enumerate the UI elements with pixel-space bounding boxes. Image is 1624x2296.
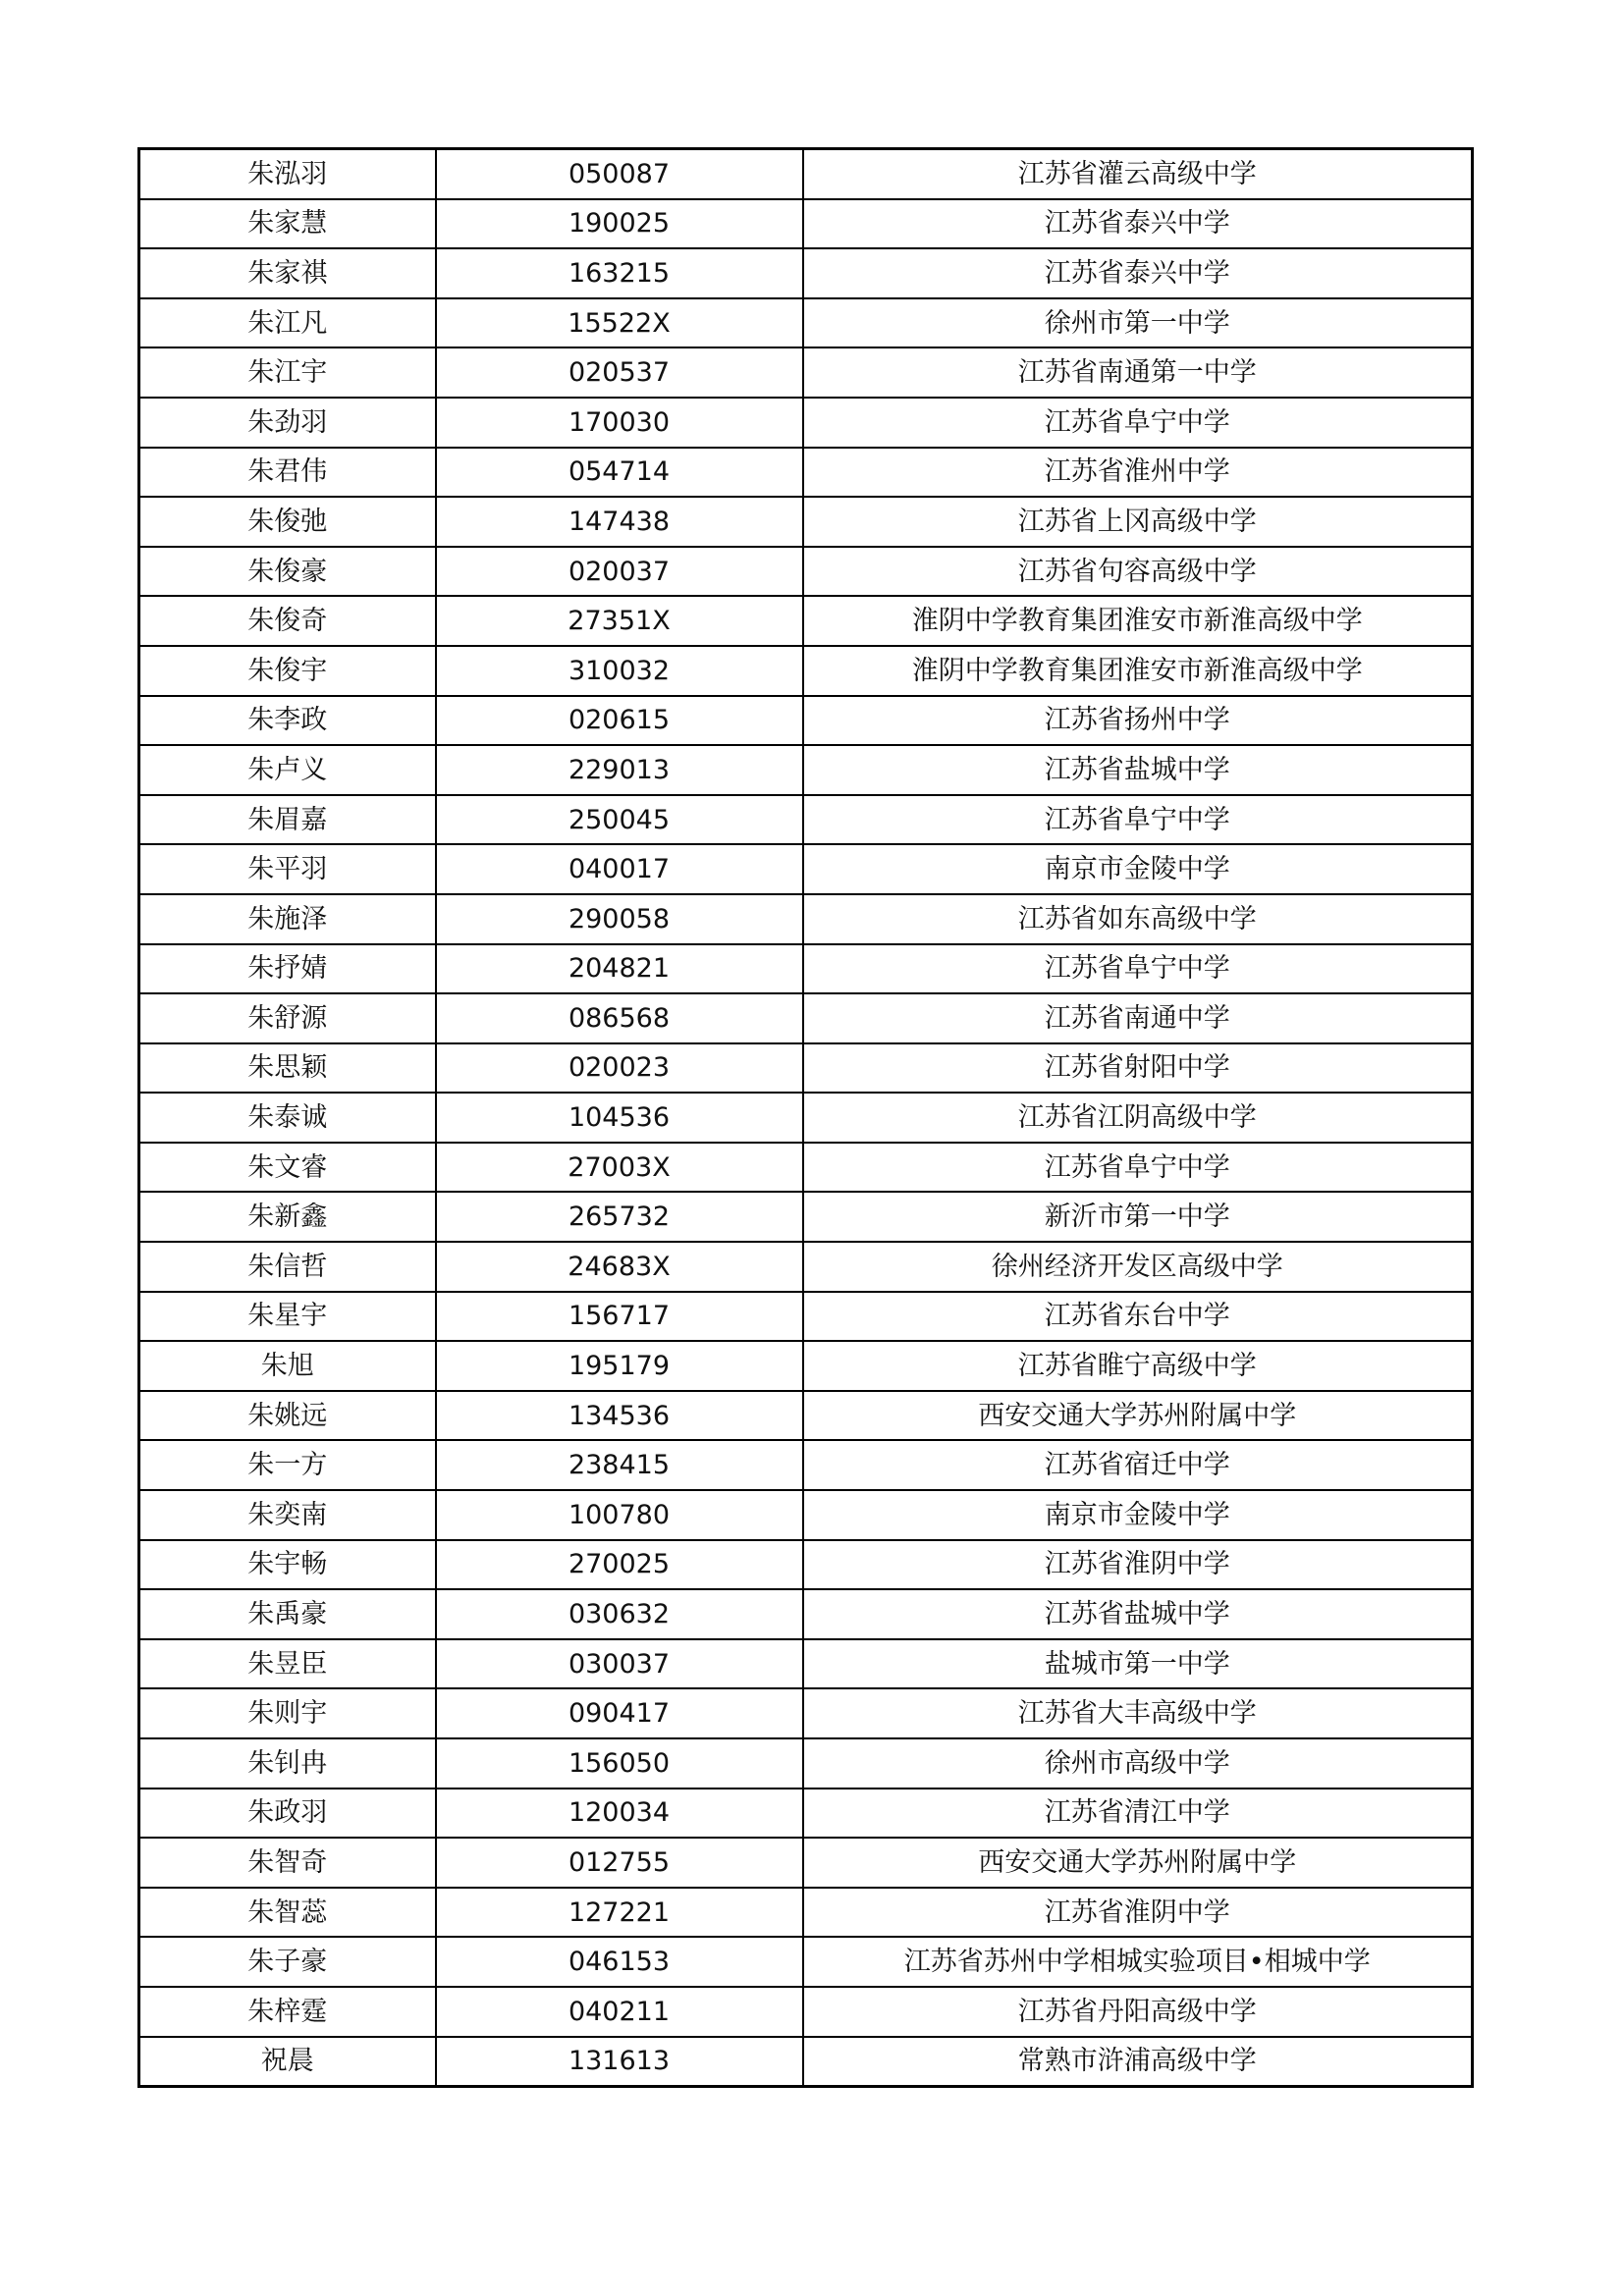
- student-id-cell: 104536: [436, 1093, 803, 1143]
- table-row: [139, 1987, 1473, 2037]
- school-name-cell: 江苏省扬州中学: [803, 696, 1473, 746]
- student-name-cell: 朱奕南: [139, 1490, 436, 1540]
- student-name-cell: 朱李政: [139, 696, 436, 746]
- table-row: [139, 1093, 1473, 1143]
- school-name-cell: 江苏省睢宁高级中学: [803, 1341, 1473, 1391]
- school-name-cell: 江苏省苏州中学相城实验项目•相城中学: [803, 1937, 1473, 1987]
- student-id-cell: 046153: [436, 1937, 803, 1987]
- school-name-cell: 南京市金陵中学: [803, 844, 1473, 894]
- student-id-cell: 190025: [436, 199, 803, 249]
- student-name-cell: 朱俊奇: [139, 596, 436, 646]
- table-row: [139, 1639, 1473, 1689]
- table-row: [139, 1192, 1473, 1242]
- student-name-cell: 朱昱臣: [139, 1639, 436, 1689]
- student-name-cell: 朱政羽: [139, 1789, 436, 1839]
- student-id-cell: 24683X: [436, 1242, 803, 1292]
- student-name-cell: 朱文睿: [139, 1143, 436, 1193]
- table-row: [139, 149, 1473, 199]
- student-id-cell: 156717: [436, 1292, 803, 1342]
- student-id-cell: 131613: [436, 2037, 803, 2087]
- student-name-cell: 朱星宇: [139, 1292, 436, 1342]
- school-name-cell: 徐州市第一中学: [803, 298, 1473, 348]
- student-name-cell: 朱平羽: [139, 844, 436, 894]
- roster-body: [139, 149, 1473, 2087]
- school-name-cell: 江苏省宿迁中学: [803, 1440, 1473, 1490]
- school-name-cell: 徐州市高级中学: [803, 1738, 1473, 1789]
- school-name-cell: 江苏省灌云高级中学: [803, 149, 1473, 199]
- table-row: [139, 1391, 1473, 1441]
- school-name-cell: 江苏省淮阴中学: [803, 1888, 1473, 1938]
- table-row: [139, 199, 1473, 249]
- school-name-cell: 江苏省阜宁中学: [803, 944, 1473, 994]
- school-name-cell: 江苏省句容高级中学: [803, 547, 1473, 597]
- table-row: [139, 1341, 1473, 1391]
- table-row: [139, 596, 1473, 646]
- school-name-cell: 江苏省阜宁中学: [803, 398, 1473, 448]
- school-name-cell: 江苏省南通第一中学: [803, 347, 1473, 398]
- student-id-cell: 040017: [436, 844, 803, 894]
- school-name-cell: 江苏省江阴高级中学: [803, 1093, 1473, 1143]
- table-row: [139, 398, 1473, 448]
- student-name-cell: 朱智奇: [139, 1838, 436, 1888]
- student-id-cell: 147438: [436, 497, 803, 547]
- student-name-cell: 朱俊弛: [139, 497, 436, 547]
- table-row: [139, 1043, 1473, 1094]
- student-id-cell: 050087: [436, 149, 803, 199]
- student-name-cell: 朱俊豪: [139, 547, 436, 597]
- table-row: [139, 1242, 1473, 1292]
- table-row: [139, 795, 1473, 845]
- school-name-cell: 江苏省泰兴中学: [803, 199, 1473, 249]
- student-name-cell: 朱智蕊: [139, 1888, 436, 1938]
- student-id-cell: 170030: [436, 398, 803, 448]
- student-id-cell: 020537: [436, 347, 803, 398]
- table-row: [139, 1789, 1473, 1839]
- table-row: [139, 1688, 1473, 1738]
- student-id-cell: 090417: [436, 1688, 803, 1738]
- table-row: [139, 448, 1473, 498]
- school-name-cell: 江苏省大丰高级中学: [803, 1688, 1473, 1738]
- student-id-cell: 229013: [436, 745, 803, 795]
- school-name-cell: 江苏省盐城中学: [803, 745, 1473, 795]
- student-id-cell: 15522X: [436, 298, 803, 348]
- student-name-cell: 朱舒源: [139, 993, 436, 1043]
- student-name-cell: 朱旭: [139, 1341, 436, 1391]
- student-id-cell: 156050: [436, 1738, 803, 1789]
- student-name-cell: 朱眉嘉: [139, 795, 436, 845]
- table-row: [139, 1589, 1473, 1639]
- student-id-cell: 204821: [436, 944, 803, 994]
- student-id-cell: 086568: [436, 993, 803, 1043]
- student-id-cell: 030632: [436, 1589, 803, 1639]
- school-name-cell: 江苏省淮阴中学: [803, 1540, 1473, 1590]
- student-id-cell: 030037: [436, 1639, 803, 1689]
- student-name-cell: 朱梓霆: [139, 1987, 436, 2037]
- student-name-cell: 朱江宇: [139, 347, 436, 398]
- table-row: [139, 497, 1473, 547]
- student-id-cell: 120034: [436, 1789, 803, 1839]
- student-name-cell: 朱抒婧: [139, 944, 436, 994]
- student-id-cell: 270025: [436, 1540, 803, 1590]
- student-name-cell: 朱禹豪: [139, 1589, 436, 1639]
- student-name-cell: 朱江凡: [139, 298, 436, 348]
- student-id-cell: 27003X: [436, 1143, 803, 1193]
- roster-table: [137, 147, 1474, 2088]
- student-id-cell: 020023: [436, 1043, 803, 1094]
- student-id-cell: 020037: [436, 547, 803, 597]
- school-name-cell: 淮阴中学教育集团淮安市新淮高级中学: [803, 596, 1473, 646]
- school-name-cell: 江苏省阜宁中学: [803, 795, 1473, 845]
- student-id-cell: 040211: [436, 1987, 803, 2037]
- student-id-cell: 290058: [436, 894, 803, 944]
- table-row: [139, 1738, 1473, 1789]
- student-id-cell: 054714: [436, 448, 803, 498]
- student-id-cell: 310032: [436, 646, 803, 696]
- student-name-cell: 朱泰诚: [139, 1093, 436, 1143]
- student-name-cell: 朱泓羽: [139, 149, 436, 199]
- table-row: [139, 1143, 1473, 1193]
- table-row: [139, 248, 1473, 298]
- table-row: [139, 646, 1473, 696]
- student-name-cell: 朱宇畅: [139, 1540, 436, 1590]
- table-row: [139, 1888, 1473, 1938]
- table-row: [139, 1440, 1473, 1490]
- student-id-cell: 100780: [436, 1490, 803, 1540]
- table-row: [139, 944, 1473, 994]
- school-name-cell: 西安交通大学苏州附属中学: [803, 1391, 1473, 1441]
- student-id-cell: 27351X: [436, 596, 803, 646]
- school-name-cell: 江苏省淮州中学: [803, 448, 1473, 498]
- table-row: [139, 1540, 1473, 1590]
- student-name-cell: 祝晨: [139, 2037, 436, 2087]
- school-name-cell: 江苏省东台中学: [803, 1292, 1473, 1342]
- student-name-cell: 朱劲羽: [139, 398, 436, 448]
- table-row: [139, 2037, 1473, 2087]
- table-row: [139, 844, 1473, 894]
- student-id-cell: 134536: [436, 1391, 803, 1441]
- school-name-cell: 盐城市第一中学: [803, 1639, 1473, 1689]
- student-name-cell: 朱信哲: [139, 1242, 436, 1292]
- student-name-cell: 朱子豪: [139, 1937, 436, 1987]
- school-name-cell: 江苏省上冈高级中学: [803, 497, 1473, 547]
- school-name-cell: 新沂市第一中学: [803, 1192, 1473, 1242]
- school-name-cell: 西安交通大学苏州附属中学: [803, 1838, 1473, 1888]
- school-name-cell: 江苏省如东高级中学: [803, 894, 1473, 944]
- school-name-cell: 南京市金陵中学: [803, 1490, 1473, 1540]
- school-name-cell: 江苏省射阳中学: [803, 1043, 1473, 1094]
- school-name-cell: 江苏省清江中学: [803, 1789, 1473, 1839]
- student-name-cell: 朱新鑫: [139, 1192, 436, 1242]
- table-row: [139, 696, 1473, 746]
- student-name-cell: 朱俊宇: [139, 646, 436, 696]
- table-row: [139, 745, 1473, 795]
- school-name-cell: 徐州经济开发区高级中学: [803, 1242, 1473, 1292]
- student-name-cell: 朱思颖: [139, 1043, 436, 1094]
- school-name-cell: 常熟市浒浦高级中学: [803, 2037, 1473, 2087]
- school-name-cell: 江苏省阜宁中学: [803, 1143, 1473, 1193]
- student-id-cell: 265732: [436, 1192, 803, 1242]
- student-name-cell: 朱一方: [139, 1440, 436, 1490]
- student-name-cell: 朱家慧: [139, 199, 436, 249]
- table-row: [139, 1937, 1473, 1987]
- student-name-cell: 朱君伟: [139, 448, 436, 498]
- table-row: [139, 993, 1473, 1043]
- student-name-cell: 朱则宇: [139, 1688, 436, 1738]
- school-name-cell: 江苏省盐城中学: [803, 1589, 1473, 1639]
- student-id-cell: 127221: [436, 1888, 803, 1938]
- student-name-cell: 朱家祺: [139, 248, 436, 298]
- student-name-cell: 朱钊冉: [139, 1738, 436, 1789]
- student-id-cell: 250045: [436, 795, 803, 845]
- table-row: [139, 347, 1473, 398]
- student-id-cell: 163215: [436, 248, 803, 298]
- student-name-cell: 朱姚远: [139, 1391, 436, 1441]
- table-row: [139, 547, 1473, 597]
- table-row: [139, 298, 1473, 348]
- student-name-cell: 朱卢义: [139, 745, 436, 795]
- student-id-cell: 238415: [436, 1440, 803, 1490]
- school-name-cell: 江苏省南通中学: [803, 993, 1473, 1043]
- school-name-cell: 淮阴中学教育集团淮安市新淮高级中学: [803, 646, 1473, 696]
- table-row: [139, 894, 1473, 944]
- student-id-cell: 195179: [436, 1341, 803, 1391]
- student-id-cell: 012755: [436, 1838, 803, 1888]
- student-id-cell: 020615: [436, 696, 803, 746]
- school-name-cell: 江苏省丹阳高级中学: [803, 1987, 1473, 2037]
- table-row: [139, 1292, 1473, 1342]
- student-name-cell: 朱施泽: [139, 894, 436, 944]
- school-name-cell: 江苏省泰兴中学: [803, 248, 1473, 298]
- table-row: [139, 1490, 1473, 1540]
- table-row: [139, 1838, 1473, 1888]
